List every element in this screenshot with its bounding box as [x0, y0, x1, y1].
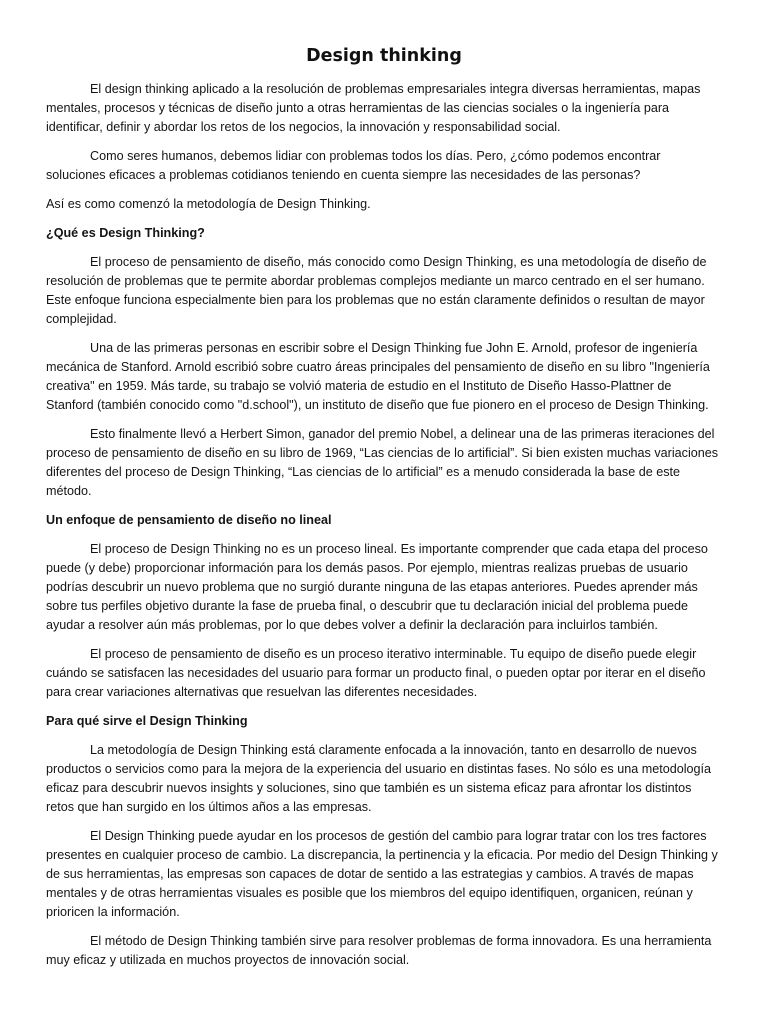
paragraph-social-innovation: El método de Design Thinking también sirve para resolver problemas de forma innovadora. Es una herramienta muy eficaz y utilizada en muchos proyectos de innovación social.	[46, 934, 712, 967]
paragraph-iterative: El proceso de pensamiento de diseño es un proceso iterativo interminable. Tu equipo de diseño puede elegir cuándo se satisfacen las necesidades del usuario para formar un producto final, o pueden optar por iterar en el diseño para crear variaciones alternativas que resuelvan las diferentes necesidades.	[46, 647, 706, 699]
paragraph-origin: Así es como comenzó la metodología de Design Thinking.	[46, 197, 371, 211]
paragraph-arnold: Una de las primeras personas en escribir sobre el Design Thinking fue John E. Arnold, profesor de ingeniería mecánica de Stanford. Arnold escribió sobre cuatro áreas principales del pensamiento de diseño en su libro "Ingeniería creativa" en 1959. Más tarde, su trabajo se volvió materia de estudio en el Instituto de Diseño Hasso-Plattner de Stanford (también conocido como "d.school"), un instituto de diseño que fue pionero en el proceso de Design Thinking.	[46, 341, 710, 412]
paragraph-change-management: El Design Thinking puede ayudar en los procesos de gestión del cambio para lograr tratar con los tres factores presentes en cualquier proceso de cambio. La discrepancia, la pertinencia y la eficacia. Por medio del Design Thinking y de sus herramientas, las empresas son capaces de dotar de sentido a las estrategias y cambios. A través de mapas mentales y de otras herramientas visuales es posible que los miembros del equipo identifiquen, organicen, reúnan y prioricen la información.	[46, 829, 718, 919]
section-heading-what-is: ¿Qué es Design Thinking?	[46, 226, 205, 240]
document-title: Design thinking	[306, 46, 462, 66]
paragraph-human-problems: Como seres humanos, debemos lidiar con problemas todos los días. Pero, ¿cómo podemos encontrar soluciones eficaces a problemas cotidianos teniendo en cuenta siempre las necesidades de las personas?	[46, 149, 661, 182]
paragraph-nonlinear-process: El proceso de Design Thinking no es un proceso lineal. Es importante comprender que cada etapa del proceso puede (y debe) proporcionar información para los demás pasos. Por ejemplo, mientras realizas pruebas de usuario podrías descubrir un nuevo problema que no surgió durante ninguna de las etapas anteriores. Puedes aprender más sobre tus perfiles objetivo durante la fase de prueba final, o descubrir que tu declaración inicial del problema puede ayudar a resolver aún más problemas, por lo que debes volver a definir la declaración para incluirlos también.	[46, 542, 708, 632]
paragraph-intro: El design thinking aplicado a la resolución de problemas empresariales integra diversas herramientas, mapas mentales, procesos y técnicas de diseño junto a otras herramientas de las ciencias sociales o la ingeniería para identificar, definir y abordar los retos de los negocios, la innovación y responsabilidad social.	[46, 82, 701, 134]
section-heading-purpose: Para qué sirve el Design Thinking	[46, 714, 248, 728]
paragraph-definition: El proceso de pensamiento de diseño, más conocido como Design Thinking, es una metodología de diseño de resolución de problemas que te permite abordar problemas complejos mediante un marco centrado en el ser humano. Este enfoque funciona especialmente bien para los problemas que no están claramente definidos o resultan de mayor complejidad.	[46, 255, 707, 326]
section-heading-nonlinear: Un enfoque de pensamiento de diseño no lineal	[46, 513, 332, 527]
paragraph-simon: Esto finalmente llevó a Herbert Simon, ganador del premio Nobel, a delinear una de las primeras iteraciones del proceso de pensamiento de diseño en su libro de 1969, “Las ciencias de lo artificial”. Si bien existen muchas variaciones diferentes del proceso de Design Thinking, “Las ciencias de lo artificial” es a menudo considerada la base de este método.	[46, 427, 719, 498]
paragraph-innovation: La metodología de Design Thinking está claramente enfocada a la innovación, tanto en desarrollo de nuevos productos o servicios como para la mejora de la experiencia del usuario en distintas fases. No sólo es una metodología eficaz para descubrir nuevos insights y soluciones, sino que también es un sistema eficaz para afrontar los distintos retos que han surgido en los últimos años a las empresas.	[46, 743, 712, 814]
